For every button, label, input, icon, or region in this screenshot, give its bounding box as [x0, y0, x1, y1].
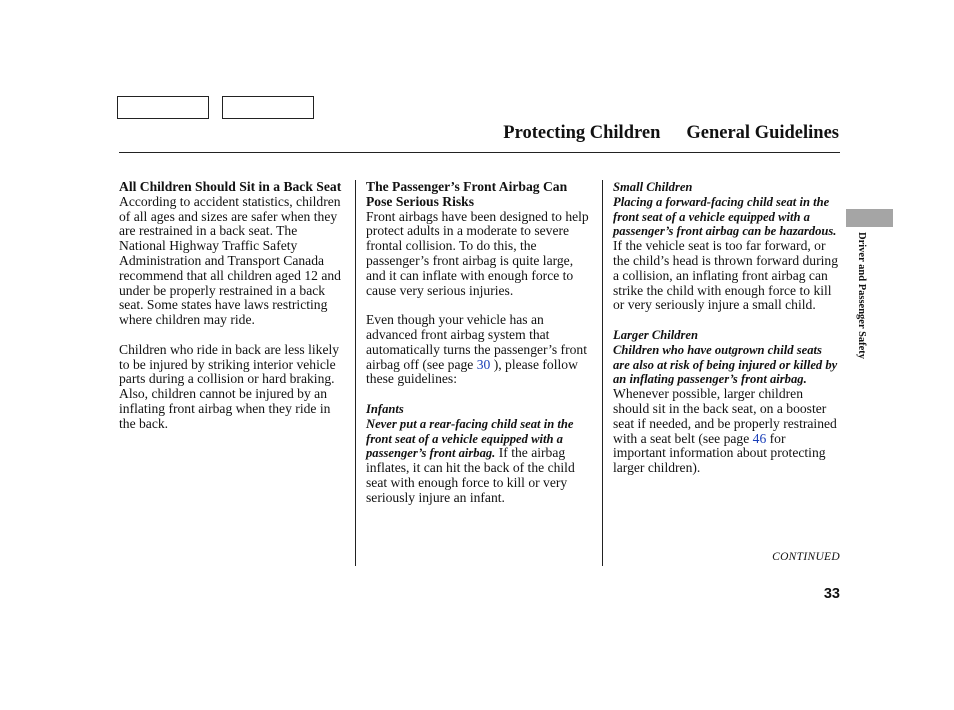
column-divider-1 — [355, 180, 356, 566]
larger-children-heading: Larger Children — [613, 327, 699, 342]
airbag-paragraph-1: Front airbags have been designed to help protect adults in a moderate to severe frontal collision. To do this, the passenger’s front airbag is quite large, and it can inflate with enough force to cause very serious injuries. — [366, 208, 589, 298]
header-divider — [119, 152, 840, 153]
infants-paragraph — [366, 417, 591, 506]
continued-label: CONTINUED — [772, 551, 840, 563]
small-children-paragraph — [613, 195, 838, 313]
airbag-paragraph-2-text: Even though your vehicle has an advanced front airbag system that automatically turns the passenger’s front airbag off (see page — [366, 312, 587, 372]
larger-children-warning: Children who have outgrown child seats are also at risk of being injured or killed by an inflating passenger’s front airbag. — [613, 342, 838, 387]
nav-button-1[interactable] — [117, 96, 209, 119]
small-children-heading: Small Children — [613, 180, 693, 194]
column-1 — [119, 180, 344, 446]
airbag-risks-heading: The Passenger’s Front Airbag Can Pose Serious Risks — [366, 179, 568, 209]
side-tab-label: Driver and Passenger Safety — [856, 232, 867, 360]
larger-children-tail: for important information about protecting larger children). — [613, 430, 826, 476]
infants-text: If the airbag inflates, it can hit the back of the child seat with enough force to kill or very seriously injure an infant. — [366, 445, 575, 505]
section-title: Protecting Children — [503, 123, 661, 143]
column-3 — [613, 180, 838, 491]
back-seat-heading: All Children Should Sit in a Back Seat — [119, 179, 342, 194]
page-46-link[interactable]: 46 — [752, 430, 767, 446]
page-header — [503, 123, 839, 144]
infants-warning: Never put a rear-facing child seat in the front seat of a vehicle equipped with a passenger’s front airbag. — [366, 416, 574, 461]
larger-children-paragraph — [613, 343, 838, 476]
nav-button-2[interactable] — [222, 96, 314, 119]
side-tab[interactable] — [846, 209, 893, 227]
back-seat-paragraph-2: Children who ride in back are less likely to be injured by striking interior vehicle parts during a collision or hard braking. Also, children cannot be injured by an inflating front airbag when they ride in the back. — [119, 341, 340, 431]
small-children-warning: Placing a forward-facing child seat in the front seat of a vehicle equipped with a passenger’s front airbag can be hazardous. — [613, 194, 837, 239]
topic-title: General Guidelines — [686, 123, 839, 143]
small-children-text: If the vehicle seat is too far forward, or the child’s head is thrown forward during a collision, an inflating front airbag can strike the child with enough force to kill or very seriously injure a small child. — [613, 238, 839, 313]
infants-heading: Infants — [366, 401, 404, 416]
page-number: 33 — [823, 586, 840, 602]
page-30-link[interactable]: 30 — [476, 356, 491, 372]
column-divider-2 — [602, 180, 603, 566]
back-seat-paragraph-1: According to accident statistics, children of all ages and sizes are safer when they are restrained in a back seat. The National Highway Traffic Safety Administration and Transport Canada recommend that all children aged 12 and under be properly restrained in a back seat. Some states have laws restricting where children may ride. — [119, 193, 341, 328]
airbag-paragraph-2-tail: ), please follow these guidelines: — [366, 356, 578, 387]
larger-children-text: Whenever possible, larger children should sit in the back seat, on a booster seat if needed, and be properly restrained with a seat belt (see page — [613, 386, 837, 446]
column-2 — [366, 180, 591, 520]
airbag-paragraph-2 — [366, 313, 591, 387]
